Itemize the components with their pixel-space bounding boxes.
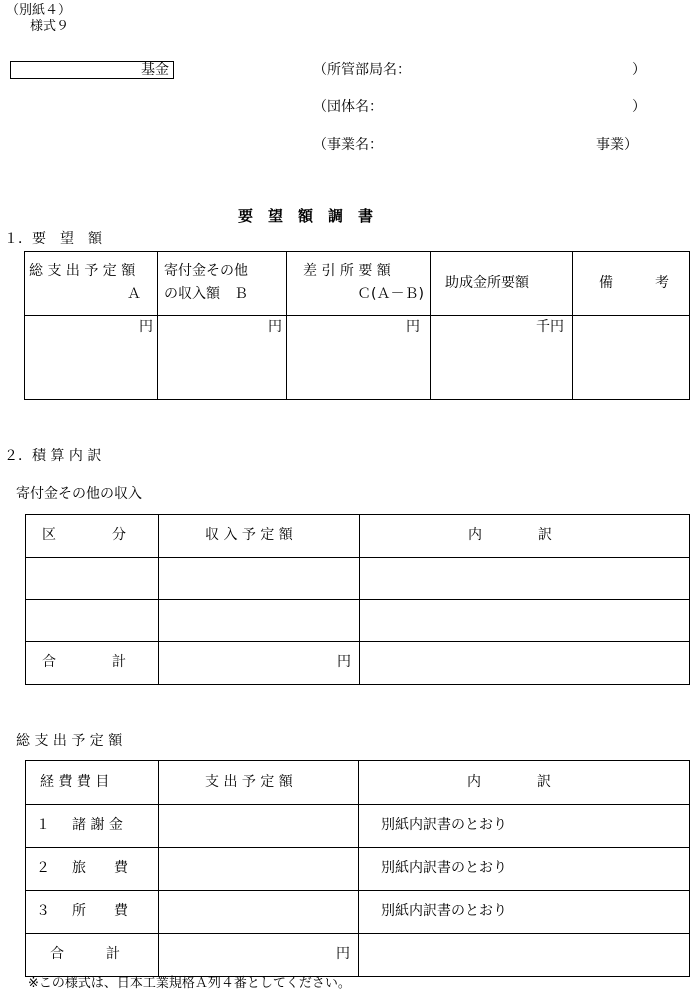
income-table xyxy=(25,514,690,685)
section2-heading: ２．積 算 内 訳 xyxy=(4,448,102,464)
expenditure-total-label-cell: 合 計 xyxy=(26,934,159,977)
fund-name-box[interactable] xyxy=(10,61,174,79)
section1-heading: １．要 望 額 xyxy=(4,231,102,247)
expenditure-amount-cell[interactable] xyxy=(159,848,359,891)
organization-label: （団体名： xyxy=(313,99,383,115)
income-planned-cell[interactable] xyxy=(159,600,360,642)
expenditure-row xyxy=(26,848,690,891)
donation-income-cell[interactable]: 円 xyxy=(158,316,287,400)
col-subsidy-required: 助成金所要額 xyxy=(431,252,573,316)
expenditure-col-item: 経 費 費 目 xyxy=(26,761,159,805)
project-suffix: 事業） xyxy=(596,137,638,153)
organization-close: ） xyxy=(632,99,646,115)
income-breakdown-cell[interactable] xyxy=(360,600,690,642)
total-expenditure-cell[interactable]: 円 xyxy=(25,316,158,400)
request-header-row xyxy=(25,252,690,316)
expenditure-table xyxy=(25,760,690,977)
department-label: （所管部局名： xyxy=(313,62,411,78)
net-required-cell[interactable]: 円 xyxy=(287,316,431,400)
income-row xyxy=(26,558,690,600)
expenditure-amount-cell[interactable] xyxy=(159,805,359,848)
col-total-expenditure: 総 支 出 予 定 額 Ａ xyxy=(25,252,158,316)
income-total-label-cell: 合 計 xyxy=(26,642,159,685)
footnote: ※この様式は、日本工業規格Ａ列４番としてください。 xyxy=(28,976,351,991)
expenditure-caption: 総 支 出 予 定 額 xyxy=(16,733,123,749)
remarks-cell[interactable] xyxy=(573,316,690,400)
expenditure-total-detail-cell[interactable] xyxy=(359,934,690,977)
document-title: 要 望 額 調 書 xyxy=(238,207,374,225)
project-label: （事業名： xyxy=(313,137,383,153)
expenditure-col-planned: 支 出 予 定 額 xyxy=(159,761,359,805)
expenditure-amount-cell[interactable] xyxy=(159,891,359,934)
income-col-category: 区 分 xyxy=(26,515,159,558)
expenditure-total-amount-cell[interactable]: 円 xyxy=(159,934,359,977)
expenditure-item-cell: １ 諸 謝 金 xyxy=(26,805,159,848)
income-col-planned: 収 入 予 定 額 xyxy=(159,515,360,558)
expenditure-item-cell: ２ 旅 費 xyxy=(26,848,159,891)
request-value-row xyxy=(25,316,690,400)
income-row xyxy=(26,600,690,642)
expenditure-header-row xyxy=(26,761,690,805)
expenditure-row xyxy=(26,891,690,934)
fund-label: 基金 xyxy=(141,62,169,78)
income-header-row xyxy=(26,515,690,558)
income-category-cell[interactable] xyxy=(26,600,159,642)
attachment-label: （別紙４） xyxy=(6,3,72,18)
form-number: 様式９ xyxy=(30,19,70,34)
subsidy-required-cell[interactable]: 千円 xyxy=(431,316,573,400)
income-total-row xyxy=(26,642,690,685)
income-total-amount-cell[interactable]: 円 xyxy=(159,642,360,685)
expenditure-detail-cell[interactable]: 別紙内訳書のとおり xyxy=(359,805,690,848)
income-total-breakdown-cell[interactable] xyxy=(360,642,690,685)
col-remarks: 備 考 xyxy=(573,252,690,316)
income-planned-cell[interactable] xyxy=(159,558,360,600)
expenditure-col-breakdown: 内 訳 xyxy=(359,761,690,805)
income-caption: 寄付金その他の収入 xyxy=(16,486,142,502)
income-col-breakdown: 内 訳 xyxy=(360,515,690,558)
request-amount-table xyxy=(24,251,690,400)
col-net-required: 差 引 所 要 額 Ｃ(Ａ－Ｂ) xyxy=(287,252,431,316)
income-breakdown-cell[interactable] xyxy=(360,558,690,600)
expenditure-item-cell: ３ 所 費 xyxy=(26,891,159,934)
expenditure-row xyxy=(26,805,690,848)
expenditure-detail-cell[interactable]: 別紙内訳書のとおり xyxy=(359,848,690,891)
income-category-cell[interactable] xyxy=(26,558,159,600)
department-close: ） xyxy=(632,62,646,78)
col-donation-income: 寄付金その他 の収入額 Ｂ xyxy=(158,252,287,316)
expenditure-detail-cell[interactable]: 別紙内訳書のとおり xyxy=(359,891,690,934)
expenditure-total-row xyxy=(26,934,690,977)
